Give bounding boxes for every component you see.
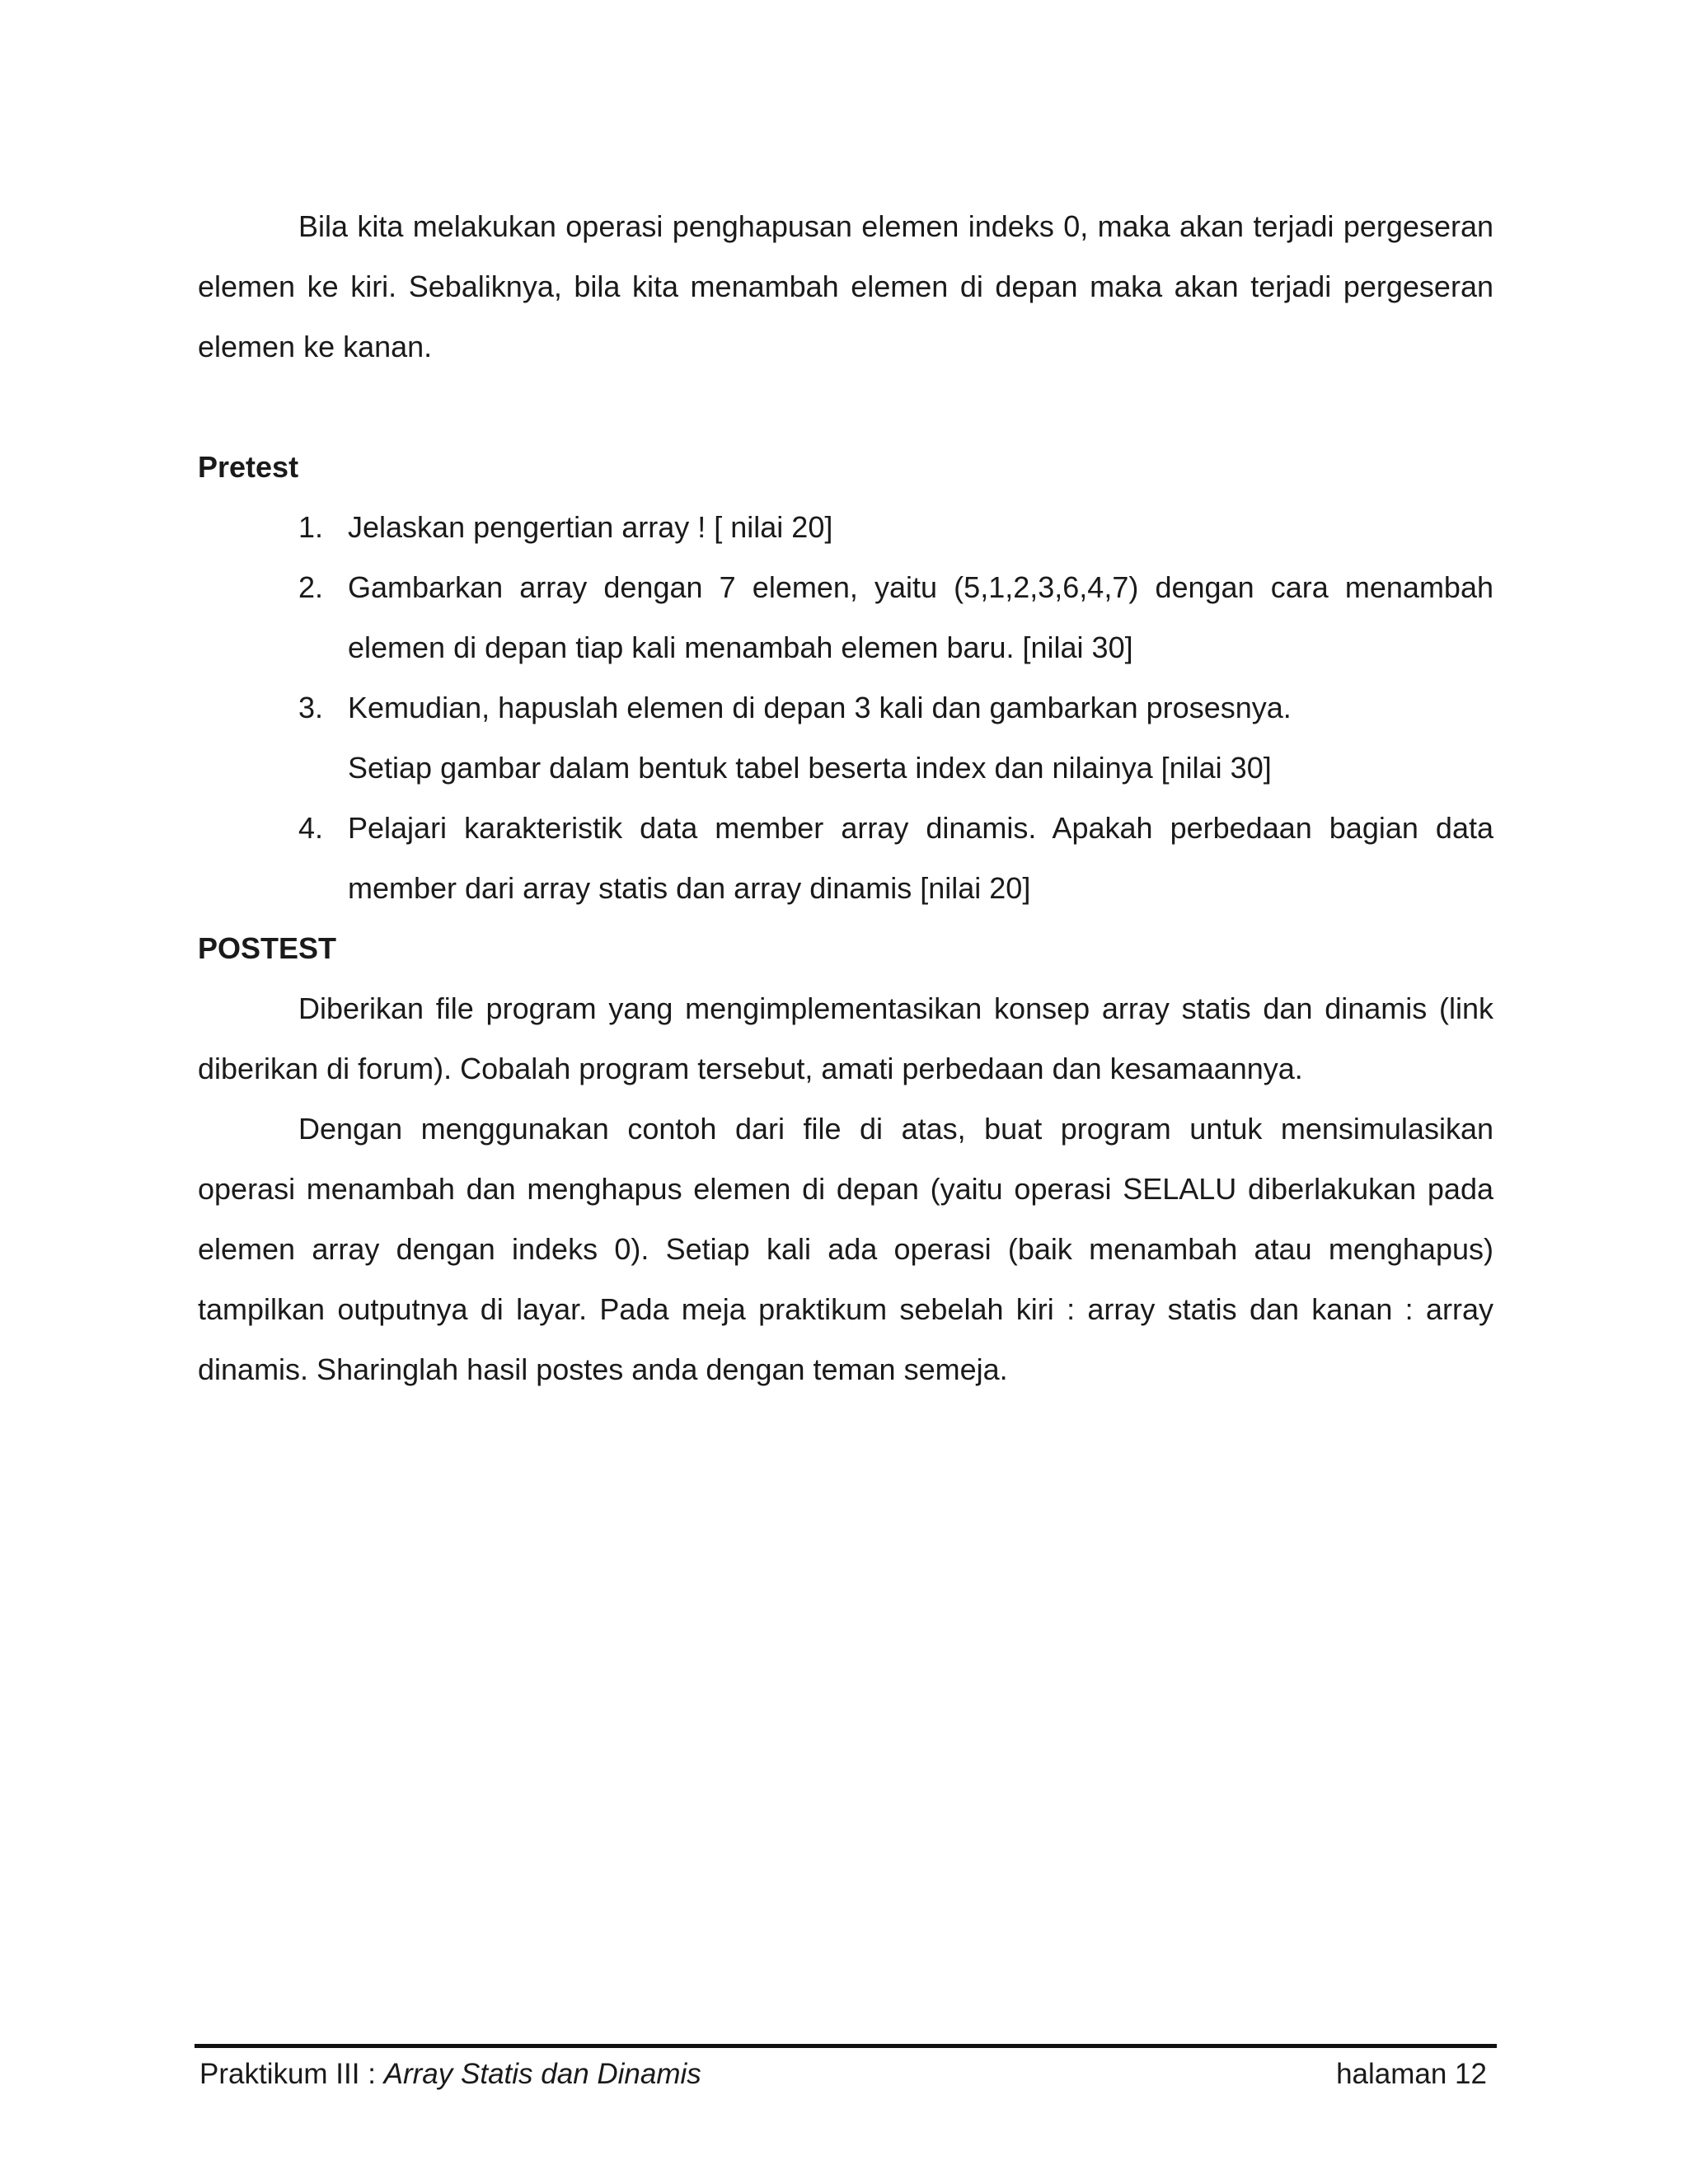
footer-page-number: halaman 12 — [1336, 2058, 1487, 2090]
pretest-item-3 — [198, 677, 1493, 798]
pretest-item-2 — [198, 557, 1493, 677]
pretest-item-text: Pelajari karakteristik data member array dinamis. Apakah perbedaan bagian data member dari array statis dan array dinamis [nilai 20] — [348, 811, 1493, 905]
page-footer — [195, 2044, 1497, 2096]
footer-row — [195, 2048, 1497, 2096]
pretest-heading: Pretest — [198, 450, 299, 484]
pretest-item-text: Jelaskan pengertian array ! [ nilai 20] — [348, 510, 833, 544]
pretest-item-number: 4. — [298, 811, 324, 845]
pretest-item-number: 1. — [298, 510, 324, 544]
postest-paragraph-1: Diberikan file program yang mengimplementasikan konsep array statis dan dinamis (link diberikan di forum). Cobalah program tersebut, amati perbedaan dan kesamaannya. — [198, 991, 1493, 1085]
pretest-item-number: 2. — [298, 570, 324, 604]
intro-paragraph: Bila kita melakukan operasi penghapusan elemen indeks 0, maka akan terjadi pergeseran elemen ke kiri. Sebaliknya, bila kita menambah elemen di depan maka akan terjadi pergeseran elemen ke kanan. — [198, 209, 1493, 363]
pretest-item-4 — [198, 798, 1493, 918]
footer-left — [199, 2053, 701, 2096]
pretest-item-1 — [198, 497, 1493, 557]
pretest-item-text: Gambarkan array dengan 7 elemen, yaitu (5,1,2,3,6,4,7) dengan cara menambah elemen di depan tiap kali menambah elemen baru. [nilai 30] — [348, 570, 1493, 664]
postest-paragraph-2: Dengan menggunakan contoh dari file di atas, buat program untuk mensimulasikan operasi menambah dan menghapus elemen di depan (yaitu operasi SELALU diberlakukan pada elemen array dengan indeks 0). Setiap kali ada operasi (baik menambah atau menghapus) tampilkan outputnya di layar. Pada meja praktikum sebelah kiri : array statis dan kanan : array dinamis. Sharinglah hasil postes anda dengan teman semeja. — [198, 1112, 1493, 1386]
pretest-item-number: 3. — [298, 691, 324, 724]
footer-topic: Array Statis dan Dinamis — [383, 2058, 701, 2090]
pretest-list — [198, 497, 1493, 918]
page-content — [198, 196, 1493, 1399]
postest-heading: POSTEST — [198, 931, 337, 965]
footer-course: Praktikum III : — [199, 2058, 384, 2090]
pretest-item-text: Kemudian, hapuslah elemen di depan 3 kali dan gambarkan prosesnya. — [348, 691, 1292, 724]
pretest-item-text-continued: Setiap gambar dalam bentuk tabel beserta index dan nilainya [nilai 30] — [348, 751, 1272, 785]
